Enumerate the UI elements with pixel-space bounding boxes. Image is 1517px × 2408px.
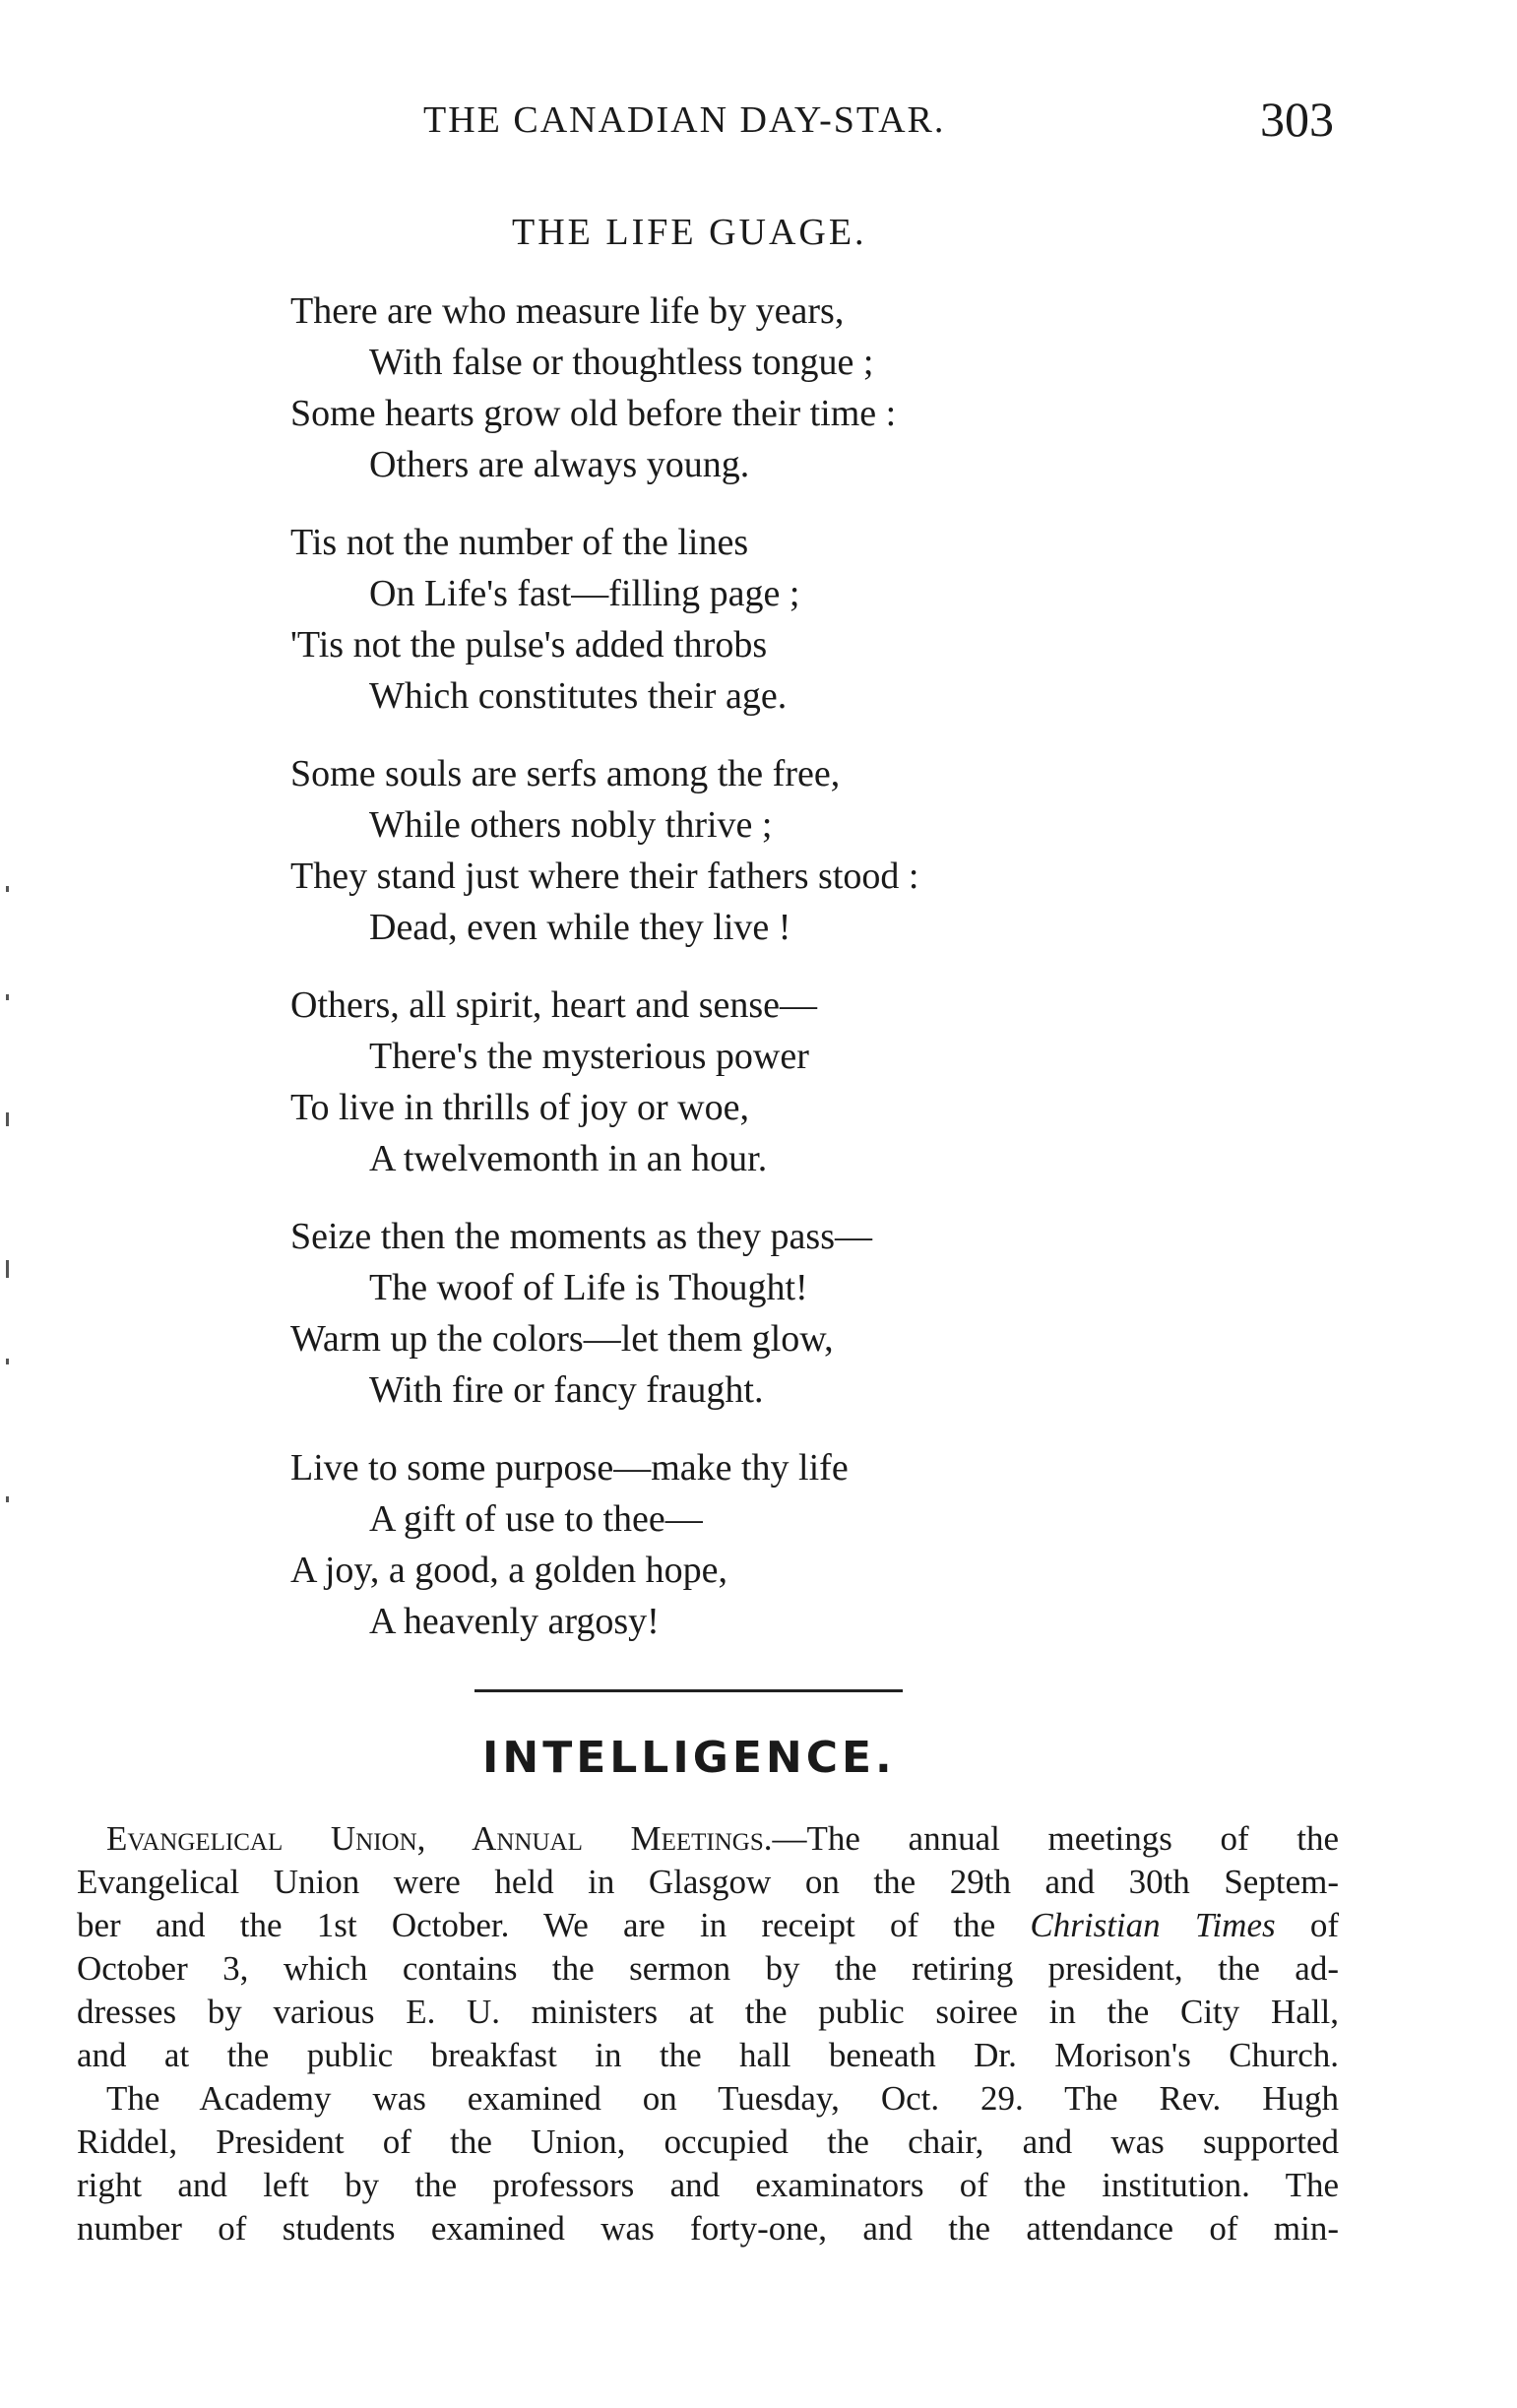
- article-text: October 3, which contains the sermon by the retiring president, the ad-: [77, 1949, 1339, 1988]
- verse-line: A twelvemonth in an hour.: [369, 1138, 768, 1179]
- verse-line: Live to some purpose—make thy life: [290, 1447, 849, 1489]
- section-divider: [474, 1689, 903, 1692]
- article-text: Riddel, President of the Union, occupied the chair, and was supported: [77, 2123, 1339, 2161]
- page-number: 303: [1260, 92, 1334, 147]
- verse-line: Others, all spirit, heart and sense—: [290, 984, 818, 1026]
- verse-line: Dead, even while they live !: [369, 907, 791, 948]
- margin-specks: [6, 886, 16, 1575]
- article-line: [77, 2164, 1339, 2207]
- stanza: [290, 285, 1176, 490]
- verse-line: Tis not the number of the lines: [290, 522, 749, 563]
- article-line: [77, 2121, 1339, 2164]
- verse-line: They stand just where their fathers stood :: [290, 855, 919, 897]
- verse-line: A joy, a good, a golden hope,: [290, 1550, 727, 1591]
- article-line: [77, 1904, 1339, 1947]
- article-text: right and left by the professors and examinators of the institution. The: [77, 2166, 1339, 2204]
- verse-line: Some hearts grow old before their time :: [290, 393, 897, 434]
- article-line: [77, 2207, 1339, 2250]
- verse-line: To live in thrills of joy or woe,: [290, 1087, 749, 1128]
- verse-line: Seize then the moments as they pass—: [290, 1216, 872, 1257]
- poem-body: [290, 285, 1176, 1674]
- article-text: The Academy was examined on Tuesday, Oct. 29. The Rev. Hugh: [106, 2079, 1339, 2118]
- section-heading: INTELLIGENCE.: [482, 1733, 896, 1783]
- article-text: —The annual meetings of the: [772, 1819, 1340, 1858]
- article-line: [77, 1861, 1339, 1904]
- stanza: [290, 1442, 1176, 1647]
- stanza: [290, 517, 1176, 722]
- article-line: [77, 1991, 1339, 2034]
- verse-line: While others nobly thrive ;: [369, 804, 773, 846]
- verse-line: A heavenly argosy!: [369, 1601, 660, 1642]
- article-text: Evangelical Union were held in Glasgow on the 29th and 30th Septem-: [77, 1863, 1339, 1901]
- article-text: number of students examined was forty-one, and the attendance of min-: [77, 2209, 1339, 2248]
- verse-line: On Life's fast—filling page ;: [369, 573, 800, 614]
- article-line: [77, 2077, 1339, 2121]
- verse-line: The woof of Life is Thought!: [369, 1267, 808, 1308]
- stanza: [290, 748, 1176, 953]
- article-line: [77, 1817, 1339, 1861]
- verse-line: Warm up the colors—let them glow,: [290, 1318, 834, 1360]
- verse-line: Some souls are serfs among the free,: [290, 753, 841, 794]
- article-text: and at the public breakfast in the hall beneath Dr. Morison's Church.: [77, 2036, 1339, 2074]
- poem-title: THE LIFE GUAGE.: [512, 212, 867, 253]
- article-lead-heading: Evangelical Union, Annual Meetings.: [106, 1819, 773, 1858]
- stanza: [290, 1211, 1176, 1416]
- verse-line: Others are always young.: [369, 444, 750, 485]
- article-line: [77, 1947, 1339, 1991]
- article-text: of: [1275, 1906, 1340, 1944]
- running-title: THE CANADIAN DAY-STAR.: [423, 99, 946, 141]
- periodical-title: Christian Times: [1030, 1906, 1276, 1944]
- article-line: [77, 2034, 1339, 2077]
- verse-line: Which constitutes their age.: [369, 675, 788, 717]
- verse-line: There's the mysterious power: [369, 1036, 809, 1077]
- verse-line: With false or thoughtless tongue ;: [369, 342, 874, 383]
- verse-line: 'Tis not the pulse's added throbs: [290, 624, 768, 665]
- stanza: [290, 980, 1176, 1184]
- verse-line: A gift of use to thee—: [369, 1498, 703, 1540]
- verse-line: There are who measure life by years,: [290, 290, 845, 332]
- intelligence-article: [77, 1817, 1339, 2250]
- verse-line: With fire or fancy fraught.: [369, 1369, 764, 1411]
- article-text: dresses by various E. U. ministers at the public soiree in the City Hall,: [77, 1993, 1339, 2031]
- article-text: ber and the 1st October. We are in receipt of the: [77, 1906, 1031, 1944]
